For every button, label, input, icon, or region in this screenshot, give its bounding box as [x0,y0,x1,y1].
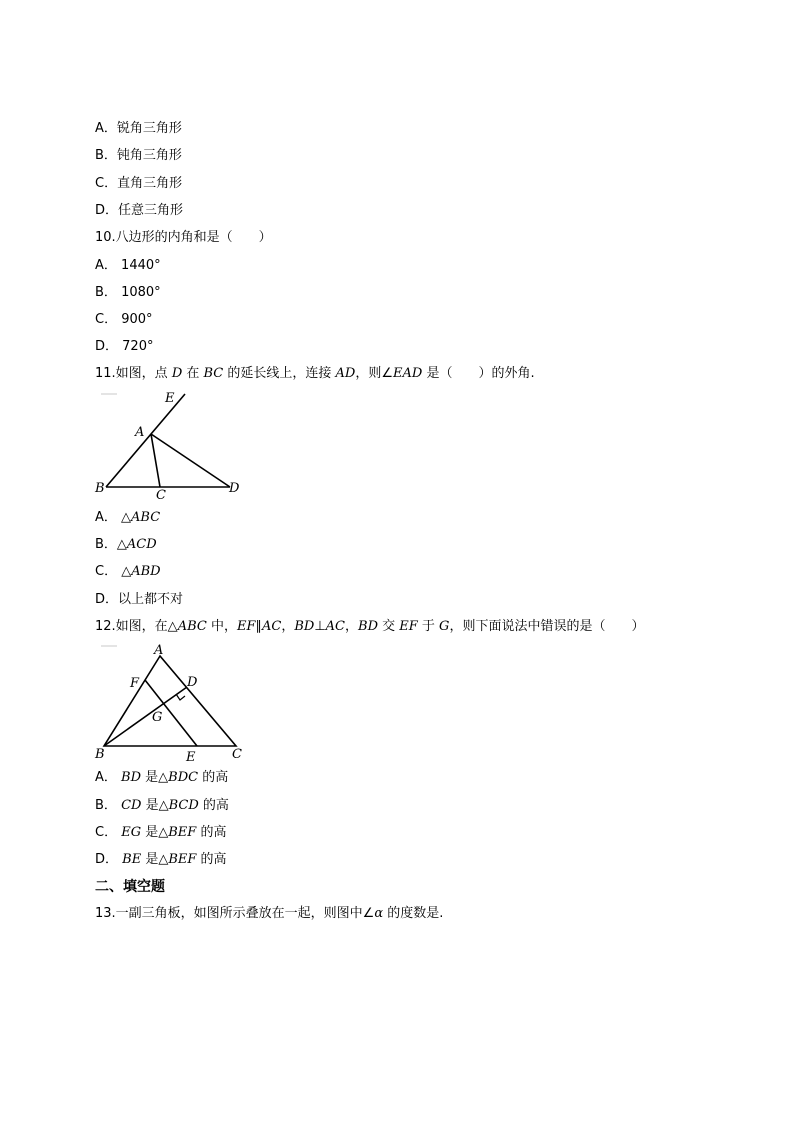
q9-option-b: B．钝角三角形 [95,148,182,163]
q9-option-a: A．锐角三角形 [95,121,182,136]
q12-option-c: C． EG 是△BEF 的高 [95,825,227,840]
q12-figure [93,642,253,767]
q10-stem: 10.八边形的内角和是（ ） [95,230,272,245]
q10-option-a: A． 1440° [95,258,161,273]
q11-label-e: E [165,391,175,406]
q12-stem: 12.如图，在△ABC 中，EF∥AC，BD⊥AC，BD 交 EF 于 G，则下面说法中错误的是（ ） [95,619,645,634]
q10-option-c: C． 900° [95,312,153,327]
q11-label-b: B [95,481,105,496]
q12-label-e: E [186,750,196,765]
q9-option-d: D．任意三角形 [95,203,184,218]
q12-right-angle-mark [176,694,185,700]
q10-option-b: B． 1080° [95,285,161,300]
section-fill-in-blank-title: 二、填空题 [95,879,165,895]
q12-label-b: B [95,747,105,762]
q12-label-f: F [130,676,140,691]
q12-label-d: D [187,675,198,690]
q11-segment-ac [151,434,160,487]
q12-option-d: D． BE 是△BEF 的高 [95,852,227,867]
q12-label-g: G [152,710,163,725]
q13-stem: 13.一副三角板，如图所示叠放在一起，则图中∠α 的度数是. [95,906,444,921]
q11-stem: 11.如图，点 D 在 BC 的延长线上，连接 AD，则∠EAD 是（ ）的外角. [95,366,535,381]
q12-option-b: B． CD 是△BCD 的高 [95,798,229,813]
q9-option-c: C．直角三角形 [95,176,183,191]
q11-option-d: D．以上都不对 [95,592,184,607]
q12-option-a: A． BD 是△BDC 的高 [95,770,229,785]
q11-ray-be [106,394,185,487]
q11-figure [93,390,253,503]
q11-label-a: A [135,425,145,440]
q11-label-d: D [229,481,240,496]
q11-option-c: C． △ABD [95,564,161,579]
q11-option-a: A． △ABC [95,510,161,525]
q11-label-c: C [156,488,166,503]
q12-label-c: C [232,747,242,762]
q10-option-d: D． 720° [95,339,154,354]
q11-option-b: B．△ACD [95,537,157,552]
q11-segment-ad [151,434,230,487]
q12-label-a: A [154,643,164,658]
